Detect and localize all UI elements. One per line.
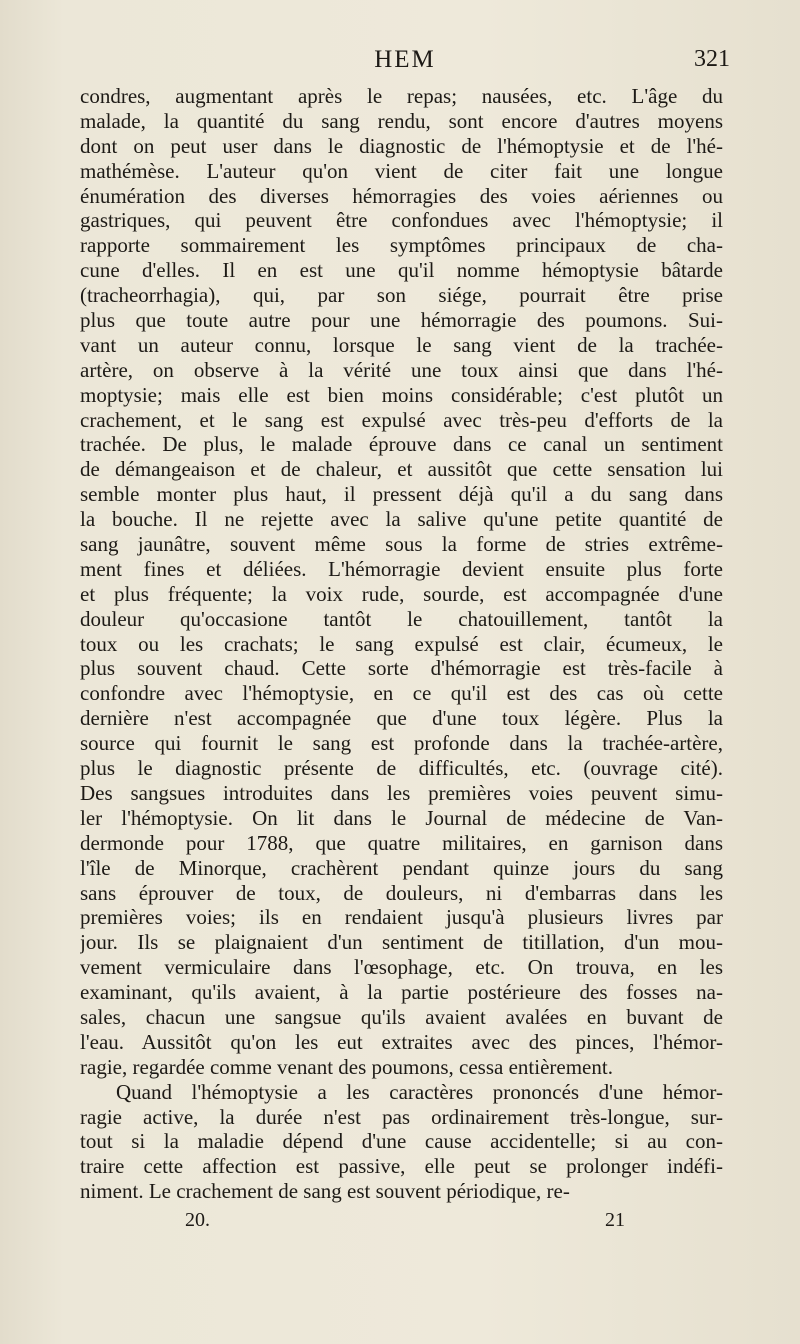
text-line: condres, augmentant après le repas; nausées, etc. L'âge du (80, 84, 723, 108)
text-line: semble monter plus haut, il pressent déjà qu'il a du sang dans (80, 482, 723, 507)
text-line: l'eau. Aussitôt qu'on les eut extraites avec des pinces, l'hémor- (80, 1029, 723, 1054)
signature-mark-right: 21 (605, 1209, 625, 1231)
text-line: examinant, qu'ils avaient, à la partie postérieure des fosses na- (80, 980, 723, 1005)
text-line: jour. Ils se plaignaient d'un sentiment de titillation, d'un mou- (80, 930, 723, 955)
text-line: artère, on observe à la vérité une toux ainsi que dans l'hé- (80, 357, 723, 382)
text-line: (tracheorrhagia), qui, par son siége, pourrait être prise (80, 283, 723, 308)
text-line: Quand l'hémoptysie a les caractères prononcés d'une hémor- (116, 1079, 723, 1104)
text-line: plus souvent chaud. Cette sorte d'hémorragie est très-facile à (80, 656, 723, 681)
text-line: vement vermiculaire dans l'œsophage, etc. On trouva, en les (80, 955, 723, 980)
text-line: gastriques, qui peuvent être confondues avec l'hémoptysie; il (80, 208, 723, 233)
text-line: sans éprouver de toux, de douleurs, ni d'embarras dans les (80, 880, 723, 905)
text-line: ragie, regardée comme venant des poumons, cessa entièrement. (80, 1054, 613, 1079)
text-line: la bouche. Il ne rejette avec la salive qu'une petite quantité de (80, 507, 723, 532)
text-line: malade, la quantité du sang rendu, sont encore d'autres moyens (80, 108, 723, 133)
text-line: et plus fréquente; la voix rude, sourde, est accompagnée d'une (80, 581, 723, 606)
text-line: confondre avec l'hémoptysie, en ce qu'il est des cas où cette (80, 681, 723, 706)
text-line: dermonde pour 1788, que quatre militaires, en garnison dans (80, 830, 723, 855)
text-line: dernière n'est accompagnée que d'une toux légère. Plus la (80, 706, 723, 731)
text-line: rapporte sommairement les symptômes principaux de cha- (80, 233, 723, 258)
text-line: vant un auteur connu, lorsque le sang vient de la trachée- (80, 332, 723, 357)
running-head: HEM (374, 46, 436, 73)
text-line: mathémèse. L'auteur qu'on vient de citer fait une longue (80, 158, 723, 183)
text-line: crachement, et le sang est expulsé avec très-peu d'efforts de la (80, 407, 723, 432)
text-line: toux ou les crachats; le sang expulsé est clair, écumeux, le (80, 631, 723, 656)
text-line: source qui fournit le sang est profonde dans la trachée-artère, (80, 731, 723, 756)
text-line: niment. Le crachement de sang est souvent périodique, re- (80, 1179, 570, 1204)
text-line: trachée. De plus, le malade éprouve dans ce canal un sentiment (80, 432, 723, 457)
text-line: douleur qu'occasione tantôt le chatouillement, tantôt la (80, 606, 723, 631)
text-line: cune d'elles. Il en est une qu'il nomme hémoptysie bâtarde (80, 258, 723, 283)
text-line: sang jaunâtre, souvent même sous la forme de stries extrême- (80, 532, 723, 557)
text-line: ler l'hémoptysie. On lit dans le Journal de médecine de Van- (80, 805, 723, 830)
text-line: premières voies; ils en rendaient jusqu'à plusieurs livres par (80, 905, 723, 930)
text-line: de démangeaison et de chaleur, et aussitôt que cette sensation lui (80, 457, 723, 482)
text-line: énumération des diverses hémorragies des voies aériennes ou (80, 183, 723, 208)
text-line: plus le diagnostic présente de difficultés, etc. (ouvrage cité). (80, 756, 723, 781)
page-number: 321 (694, 46, 730, 72)
page-footer (80, 1209, 730, 1239)
text-line: l'île de Minorque, crachèrent pendant quinze jours du sang (80, 855, 723, 880)
page-header (80, 46, 730, 82)
text-line: Des sangsues introduites dans les premières voies peuvent simu- (80, 780, 723, 805)
text-line: dont on peut user dans le diagnostic de l'hémoptysie et de l'hé- (80, 133, 723, 158)
text-line: ragie active, la durée n'est pas ordinairement très-longue, sur- (80, 1104, 723, 1129)
text-line: moptysie; mais elle est bien moins considérable; c'est plutôt un (80, 382, 723, 407)
text-line: sales, chacun une sangsue qu'ils avaient avalées en buvant de (80, 1004, 723, 1029)
text-line: plus que toute autre pour une hémorragie des poumons. Sui- (80, 308, 723, 333)
text-line: ment fines et déliées. L'hémorragie devient ensuite plus forte (80, 556, 723, 581)
text-line: traire cette affection est passive, elle peut se prolonger indéfi- (80, 1154, 723, 1179)
signature-mark-left: 20. (185, 1209, 210, 1231)
text-line: tout si la maladie dépend d'une cause accidentelle; si au con- (80, 1129, 723, 1154)
body-text (80, 84, 723, 1204)
